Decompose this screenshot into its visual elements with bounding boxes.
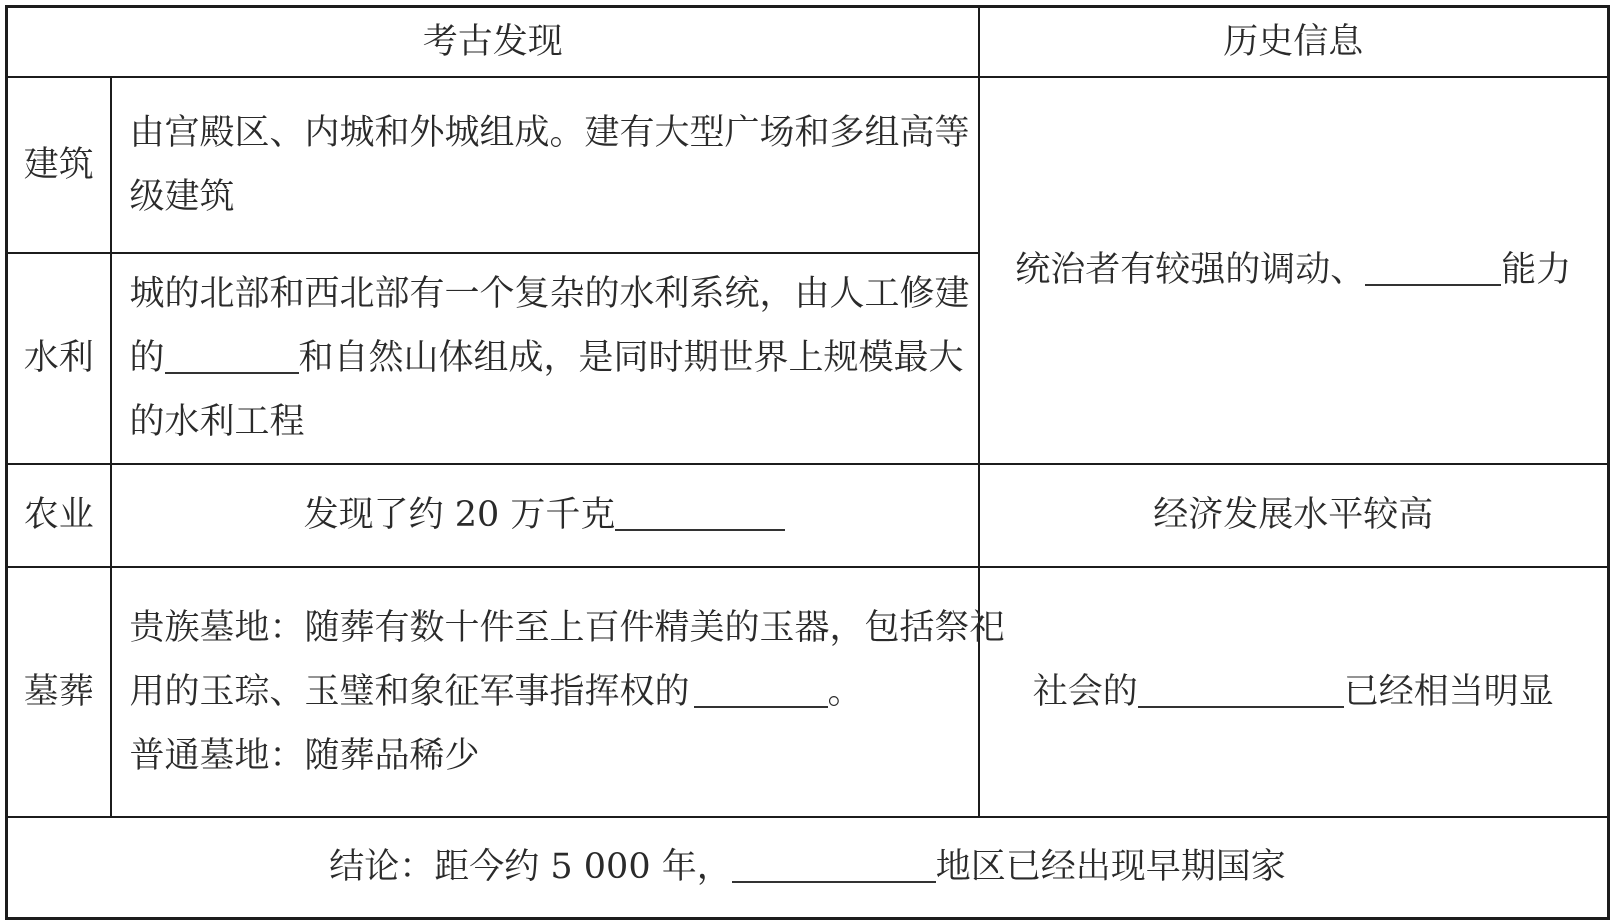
row-burial [7,567,1609,817]
row-architecture [7,77,1609,253]
info-architecture-water [979,77,1609,464]
row-label-text: 农业 [23,495,94,535]
info-text-before: 统治者有较强的调动、 [1015,250,1366,290]
conclusion-text-before: 结论：距今约 5 000 年， [329,847,732,888]
info-text-after: 能力 [1501,250,1572,290]
finding-line: 贵族墓地：随葬有数十件至上百件精美的玉器，包括祭祀 [129,607,1005,648]
finding-text-after: 。 [827,671,863,712]
row-label-burial [7,567,111,817]
row-label-architecture [7,77,111,253]
info-text: 经济发展水平较高 [1153,495,1434,535]
finding-text-after: 和自然山体组成，是同时期世界上规模最大 [298,338,964,378]
finding-text-before: 用的玉琮、玉璧和象征军事指挥权的 [129,671,690,712]
answer-blank [1365,254,1501,286]
header-archaeological-findings [7,7,979,77]
finding-line: 城的北部和西北部有一个复杂的水利系统，由人工修建 [129,274,970,314]
conclusion [7,817,1609,919]
header-row [7,7,1609,77]
header-historical-information [979,7,1609,77]
row-label-water-conservancy [7,253,111,464]
row-label-text: 墓葬 [23,671,94,712]
row-label-text: 建筑 [23,144,94,185]
finding-agriculture [111,464,979,567]
row-conclusion [7,817,1609,919]
info-text-after: 已经相当明显 [1343,671,1554,712]
row-label-agriculture [7,464,111,567]
answer-blank [165,342,299,374]
finding-line [130,660,978,724]
finding-text-before: 发现了约 20 万千克 [303,495,616,535]
finding-line: 由宫殿区、内城和外城组成。建有大型广场和多组高等 [129,112,970,153]
finding-water-conservancy [111,253,979,464]
answer-blank [732,851,936,883]
archaeology-history-table [5,5,1610,920]
finding-text-before: 的 [129,338,165,378]
finding-burial [111,567,1005,817]
answer-blank [1138,676,1344,708]
header-history-label: 历史信息 [1223,21,1364,62]
header-findings-label: 考古发现 [422,21,563,62]
row-agriculture [7,464,1609,567]
answer-blank [694,676,828,708]
finding-line: 级建筑 [129,176,235,217]
info-burial [979,567,1609,817]
finding-line: 的水利工程 [129,402,305,442]
finding-line: 普通墓地：随葬品稀少 [129,735,480,776]
row-label-text: 水利 [23,338,94,378]
finding-architecture [111,77,979,253]
info-agriculture [979,464,1609,567]
conclusion-text-after: 地区已经出现早期国家 [935,847,1286,888]
finding-line [130,326,978,390]
answer-blank [615,499,785,531]
info-text-before: 社会的 [1032,671,1138,712]
